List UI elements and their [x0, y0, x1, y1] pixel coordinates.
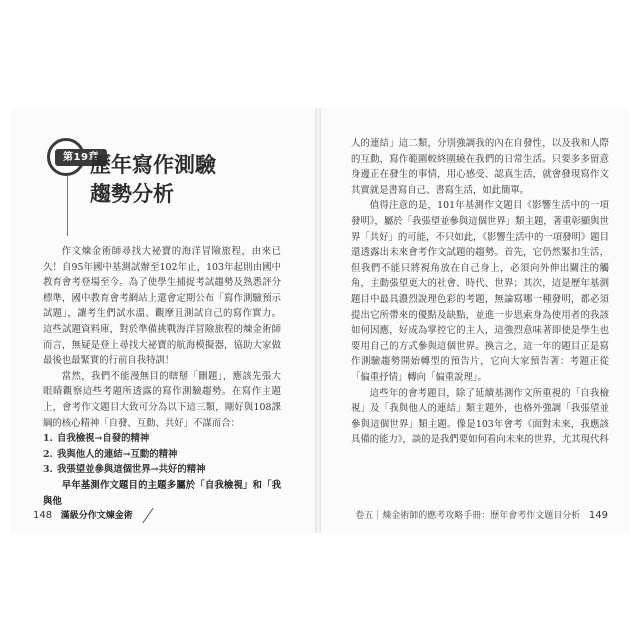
title-line-2: 趨勢分析: [90, 182, 174, 206]
book-spread: [10, 108, 630, 533]
chapter-label: 第19章: [55, 149, 107, 166]
chapter-title: [90, 151, 216, 209]
page-number: 148: [33, 510, 53, 521]
left-body: [43, 244, 281, 509]
right-page: [321, 108, 630, 533]
right-footer: [355, 508, 608, 521]
paragraph: 早年基測作文題目的主題多屬於「自我檢視」和「我與他: [43, 479, 281, 507]
paragraph: 人的連結」這二類，分別強調我的內在自發性，以及我和人際的互動，寫作範圍較終圍繞在我們的日常生活。只要多多留意身邊正在發生的事情，用心感受、認真生活，就會發現寫作文其實就是書寫自己、書寫生活，如此簡單。: [351, 138, 609, 196]
paragraph: 這些年的會考題目，除了延續基測作文所重視的「自我檢視」及「我與他人的連結」類主題外，也格外強調「我張望並參與這個世界」類主題。像是103年會考《面對未來，我應該具備的能力》，談的是我們要如何看向未來的世界，尤其現代科: [351, 387, 609, 446]
book-title: 滿級分作文煉金術: [60, 511, 133, 521]
paragraph: 值得注意的是，101年基測作文題目《影響生活中的一項發明》，屬於「我張望並參與這個世界」類主題，著重彰顯與世界「共好」的可能，不只如此，《影響生活中的一項發明》題目還透露出未來會考作文試題的趨勢。首先，它仍然緊扣生活，但我們不能只將視角放在自己身上，必須向外伸出關注的觸角，主動張望更大的社會、時代、世界；其次，這是歷年基測題目中最具濃烈說理色彩的考題，無論寫哪一種發明，都必須提出它所帶來的優點及缺點，並進一步思索身為使用者的我該如何因應，好成為掌控它的主人，這強烈意味著即使是學生也要用自己的方式參與這個世界。換言之，這一年的題目正是寫作測驗趨勢開始轉型的預告片，它向大家預告著：考題正從「偏重抒情」轉向「偏重說理」。: [351, 200, 609, 383]
list-item: 3. 我張望並參與這個世界→共好的精神: [43, 464, 206, 476]
title-line-1: 歷年寫作測驗: [90, 153, 216, 177]
left-footer: [33, 508, 157, 521]
list-item: 2. 我與他人的連結→互動的精神: [43, 448, 178, 460]
paragraph: 當然，我們不能漫無目的瞎掰「刪題」，應該先張大眼睛觀察這些考題所透露的寫作測驗趨勢。在寫作主題上，會考作文題目大致可分為以下這三類，剛好與108課綱的核心精神「自發、互動、共好」不謀而合：: [43, 370, 281, 429]
paragraph: 作文煉金術師尋找大祕寶的海洋冒險旅程，由來已久！自95年國中基測試辦至102年止，103年起則由國中教育會考登場至今。為了使學生捕捉考試趨勢及熟悉評分標準，國中教育會考網站上還會定期公布「寫作測驗預示試題」，讓考生們試水溫、觀摩且測試自己的寫作實力。這些試題資料庫，對於準備挑戰海洋冒險旅程的煉金術師而言，無疑是登上尋找大祕寶的航海模擬器，協助大家做最後也最緊實的行前自我特訓！: [43, 246, 281, 367]
theme-list: [43, 431, 281, 478]
page-number: 149: [588, 510, 608, 521]
left-page: [10, 108, 315, 533]
list-item: 1. 自我檢視→自發的精神: [43, 433, 150, 445]
right-body: [351, 136, 609, 448]
chapter-divider-line: [67, 176, 68, 236]
slash-decoration: [142, 508, 153, 523]
section-title: 卷五｜煉金術師的應考攻略手冊：歷年會考作文題目分析: [355, 511, 581, 521]
